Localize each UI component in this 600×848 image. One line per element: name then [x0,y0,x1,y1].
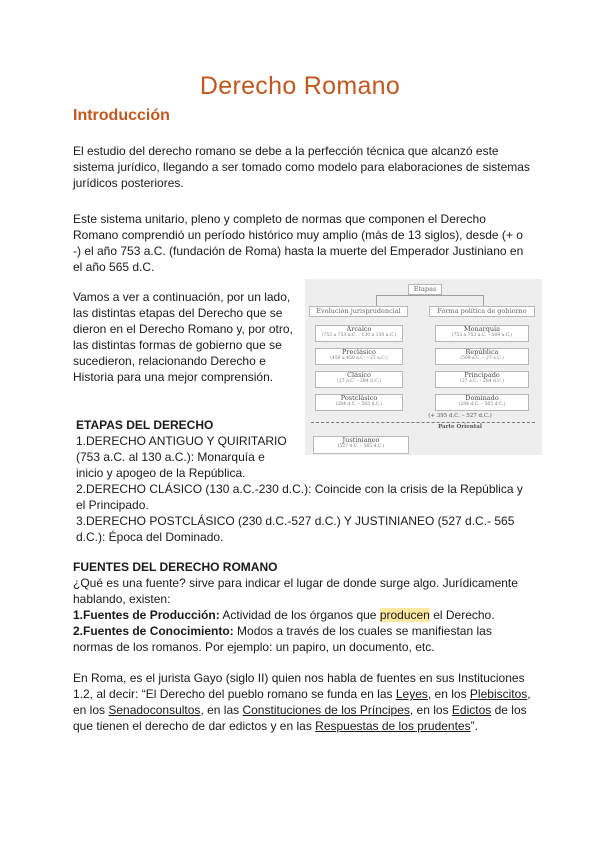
text-run: de los que tienen el derecho de dar edictos y en las [73,703,527,733]
page-title: Derecho Romano [199,72,401,100]
etapa-1-line-1: 1.DERECHO ANTIGUO Y QUIRITARIO [76,434,287,448]
diagram-label: Principado [464,371,500,379]
etapa-1-line-3: inicio y apogeo de la República. [76,466,246,480]
diagram-dates: (509 a.C. – 27 a.C.) [460,356,504,362]
section-heading-introduccion: Introducción [73,107,170,124]
text-run: , en los [427,687,470,701]
underlined-term-senadoconsultos: Senadoconsultos [108,703,201,717]
diagram-dates: (27 a.C. – 284 d.C.) [337,379,381,385]
diagram-dates: (753 a 753 a.C. – 130 a 150 a.C.) [321,333,397,339]
etapas-heading: ETAPAS DEL DERECHO [76,418,214,432]
diagram-box-justinianeo [313,436,409,454]
diagram-label: Clásico [347,371,371,379]
fuente-conocimiento-label: 2.Fuentes de Conocimiento: [73,624,234,638]
fuentes-intro: ¿Qué es una fuente? sirve para indicar el lugar de donde surge algo. Jurídicamente hablando, existen: [73,576,518,606]
highlighted-word: producen [379,608,430,622]
diagram-dates: (527 d.C. – 565 d.C.) [337,444,385,450]
diagram-box-principado [435,371,529,388]
fuente-produccion-text-b: el Derecho. [429,608,495,622]
fuente-produccion-label: 1.Fuentes de Producción: [73,608,220,622]
paragraph-intro-3: Vamos a ver a continuación, por un lado, las distintas etapas del Derecho que se dieron en el Derecho Romano y, por otro, las distintas formas de gobierno que se sucedieron, relacionando Derecho e Historia para una mejor comprensión. [73,290,293,384]
diagram-box-preclasico [315,348,403,365]
text-run: En Roma, es el jurista Gayo (siglo II) quien nos habla de fuentes en sus Instituciones 1.2, al decir: “El Derecho del pueblo romano se funda en las [73,671,525,701]
fuente-conocimiento [73,623,528,655]
diagram-split-label: Parte Oriental [438,424,482,430]
paragraph-gayo [73,670,533,734]
underlined-term-leyes: Leyes [395,687,428,701]
diagram-box-republica [435,348,529,365]
text-run: , en las [200,703,243,717]
diagram-label: Postclásico [340,394,378,402]
diagram-top-box: Etapas [408,284,442,295]
diagram-label: Justinianeo [342,436,380,444]
diagram-dates: (284 d.C. – 565 d.C.) [335,402,383,408]
fuentes-heading: FUENTES DEL DERECHO ROMANO [73,560,278,574]
underlined-term-plebiscitos: Plebiscitos [469,687,528,701]
diagram-box-clasico [315,371,403,388]
fuente-produccion [73,607,533,623]
diagram-label: Arcaico [346,325,372,333]
diagram-box-postclasico [315,394,403,411]
underlined-term-edictos: Edictos [451,703,492,717]
etapa-1-line-2: (753 a.C. al 130 a.C.): Monarquía e [76,450,265,464]
paragraph-intro-2: Este sistema unitario, pleno y completo de normas que componen el Derecho Romano comprendió un período histórico muy amplio (más de 13 siglos), desde (+ o -) el año 753 a.C. (fundación de Roma) hasta la muerte del Emperador Justiniano en el año 565 d.C. [73,212,524,274]
text-run: ”. [470,719,478,733]
diagram-dates: (284 d.C. – 565 d.C.) [458,402,506,408]
etapas-diagram [305,279,542,455]
diagram-box-arcaico [315,325,403,342]
text-run: , en los [73,687,531,717]
diagram-dates: (450 a 450 a.C. – 27 a.C.) [330,356,388,362]
diagram-dates: (753 a 753 a.C. – 509 a.C.) [451,333,513,339]
diagram-box-monarquia [435,325,529,342]
diagram-left-header: Evolución jurisprudencial [309,306,408,317]
diagram-label: República [465,348,499,356]
diagram-label: Dominado [465,394,499,402]
fuente-produccion-text-a: Actividad de los órganos que [219,608,380,622]
paragraph-intro-1: El estudio del derecho romano se debe a la perfección técnica que alcanzó este sistema jurídico, llegando a ser tomado como modelo para elaboraciones de sistemas jurídicos posteriores. [73,144,530,190]
diagram-label: Monarquía [463,325,501,333]
diagram-right-header: Forma política de gobierno [429,306,535,317]
fuente-conocimiento-text: Modos a través de los cuales se manifiestan las normas de los romanos. Por ejemplo: un papiro, un documento, etc. [73,624,492,654]
diagram-box-dominado [435,394,529,411]
diagram-dates: (27 a.C. – 284 d.C.) [460,379,504,385]
diagram-divider [311,422,535,423]
diagram-label: Preclásico [342,348,376,356]
etapa-2: 2.DERECHO CLÁSICO (130 a.C.-230 d.C.): Coincide con la crisis de la República y el Principado. [76,482,523,512]
text-run: , en los [409,703,452,717]
diagram-split-dates: (+ 395 d.C. – 527 d.C.) [428,413,492,419]
underlined-term-constituciones: Constituciones de los Príncipes [242,703,410,717]
etapa-3: 3.DERECHO POSTCLÁSICO (230 d.C.-527 d.C.) Y JUSTINIANEO (527 d.C.- 565 d.C.): Época del Dominado. [76,514,515,544]
underlined-term-respuestas: Respuestas de los prudentes [315,719,471,733]
